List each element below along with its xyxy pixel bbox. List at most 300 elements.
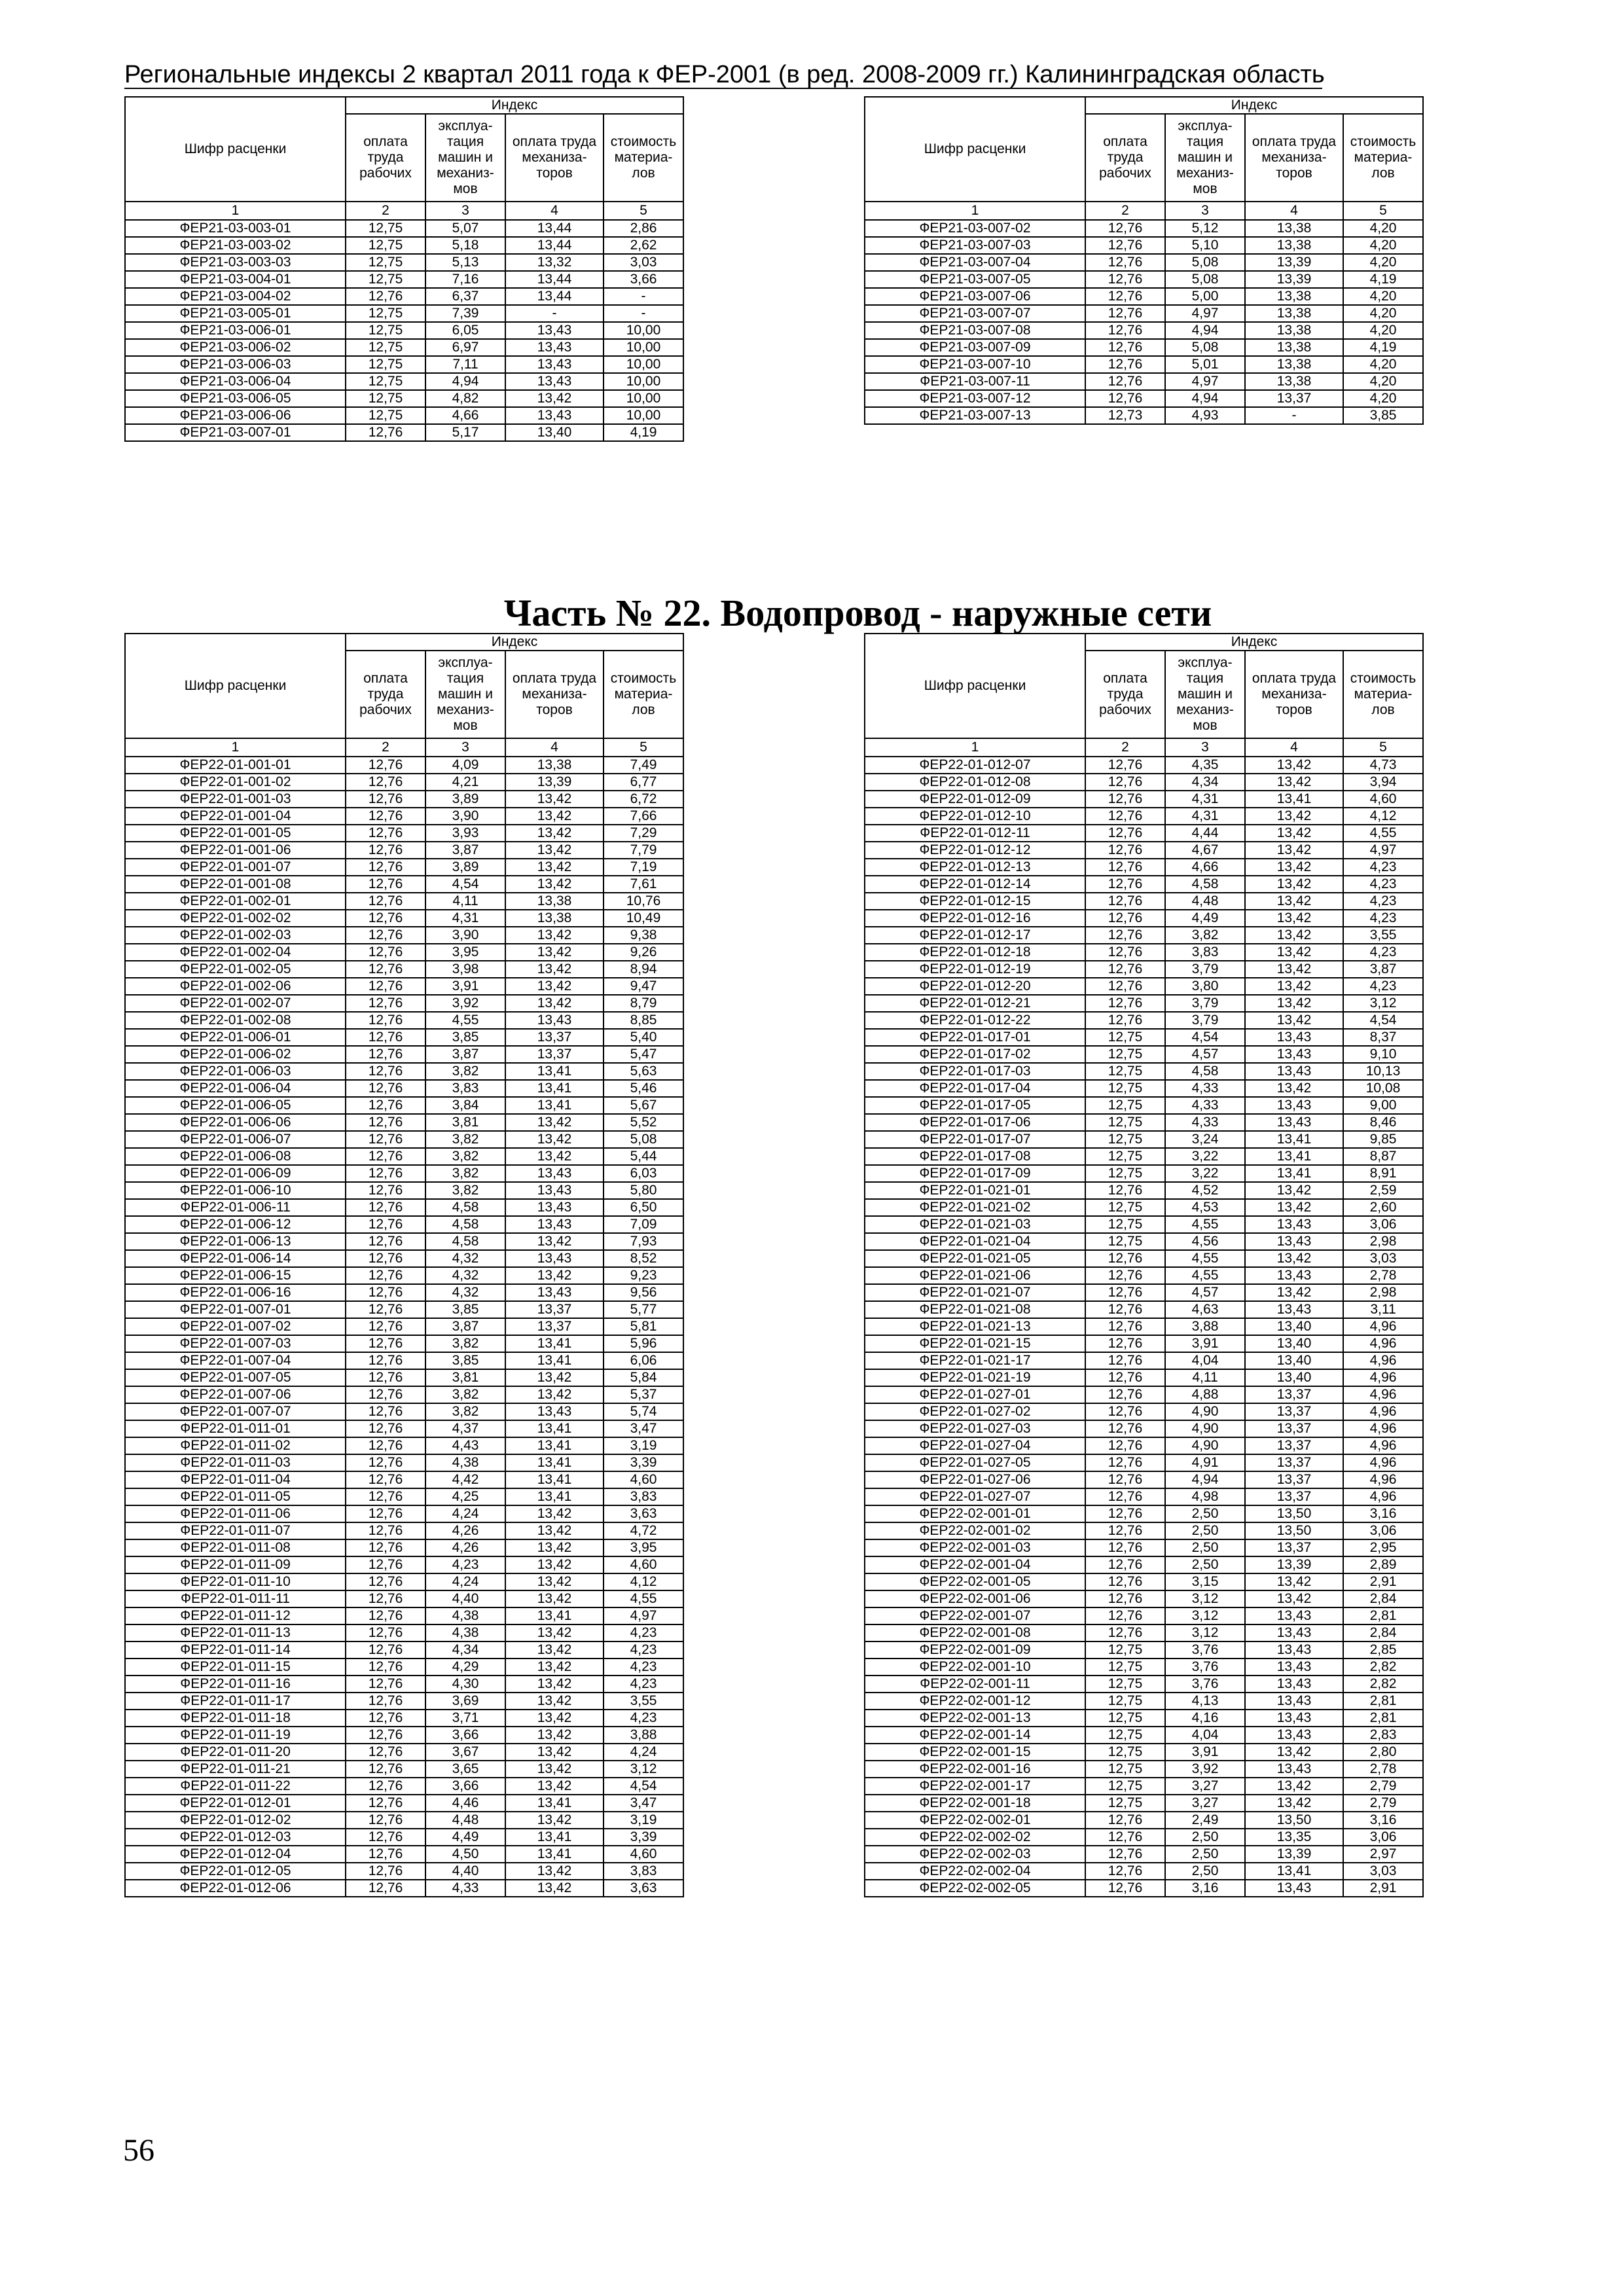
table-row: [125, 1335, 683, 1352]
rate-code-cell: ФЕР22-02-001-10: [865, 1659, 1085, 1676]
index-value-cell: 5,08: [1165, 254, 1245, 271]
table-row: [125, 288, 683, 305]
rate-code-cell: ФЕР22-01-007-02: [125, 1318, 346, 1335]
rate-code-cell: ФЕР22-01-007-06: [125, 1386, 346, 1403]
table-row: [125, 1590, 683, 1607]
table-row: [865, 1676, 1423, 1693]
index-value-cell: 3,66: [425, 1778, 505, 1795]
rate-code-cell: ФЕР22-01-011-07: [125, 1522, 346, 1539]
index-value-cell: 13,43: [1245, 1659, 1343, 1676]
index-value-cell: 4,33: [1165, 1097, 1245, 1114]
index-value-cell: 12,76: [346, 1573, 425, 1590]
index-value-cell: 12,75: [346, 339, 425, 356]
table-row: [865, 1199, 1423, 1216]
index-value-cell: 13,50: [1245, 1505, 1343, 1522]
index-value-cell: 13,42: [505, 1556, 604, 1573]
index-value-cell: 13,40: [1245, 1352, 1343, 1369]
index-value-cell: 13,42: [1245, 910, 1343, 927]
table-row: [865, 390, 1423, 407]
index-value-cell: 13,42: [505, 1641, 604, 1659]
column-header-code: Шифр расценки: [865, 97, 1085, 202]
index-value-cell: 3,88: [1165, 1318, 1245, 1335]
index-value-cell: 4,24: [604, 1744, 683, 1761]
rate-code-cell: ФЕР22-02-001-15: [865, 1744, 1085, 1761]
index-value-cell: 13,38: [1245, 339, 1343, 356]
index-value-cell: 3,66: [604, 271, 683, 288]
rate-code-cell: ФЕР22-01-006-12: [125, 1216, 346, 1233]
table-row: [125, 424, 683, 441]
index-value-cell: 4,32: [425, 1284, 505, 1301]
table-row: [125, 1471, 683, 1488]
index-value-cell: 13,38: [1245, 322, 1343, 339]
index-value-cell: 13,41: [505, 1829, 604, 1846]
rate-code-cell: ФЕР22-01-001-01: [125, 757, 346, 774]
index-value-cell: 12,75: [1085, 1710, 1165, 1727]
index-value-cell: 12,76: [346, 1012, 425, 1029]
column-number: 1: [865, 738, 1085, 757]
index-value-cell: 12,76: [346, 1080, 425, 1097]
index-value-cell: 12,76: [346, 1590, 425, 1607]
index-value-cell: 4,55: [1343, 825, 1423, 842]
table-row: [865, 1352, 1423, 1369]
index-value-cell: 13,41: [1245, 1131, 1343, 1148]
index-value-cell: 3,83: [604, 1863, 683, 1880]
rate-code-cell: ФЕР22-01-002-03: [125, 927, 346, 944]
index-value-cell: 12,76: [346, 825, 425, 842]
index-value-cell: 13,41: [505, 1097, 604, 1114]
rate-code-cell: ФЕР22-01-012-06: [125, 1880, 346, 1897]
index-value-cell: 12,76: [346, 757, 425, 774]
index-value-cell: 5,47: [604, 1046, 683, 1063]
table-row: [125, 1182, 683, 1199]
index-value-cell: 4,96: [1343, 1403, 1423, 1420]
index-value-cell: 3,65: [425, 1761, 505, 1778]
index-value-cell: -: [505, 305, 604, 322]
rate-code-cell: ФЕР22-01-011-01: [125, 1420, 346, 1437]
index-value-cell: 12,76: [1085, 305, 1165, 322]
index-value-cell: 4,60: [604, 1846, 683, 1863]
index-value-cell: 3,39: [604, 1829, 683, 1846]
index-value-cell: 3,82: [425, 1063, 505, 1080]
index-value-cell: 3,79: [1165, 1012, 1245, 1029]
index-value-cell: 3,83: [604, 1488, 683, 1505]
index-value-cell: 12,76: [346, 1029, 425, 1046]
index-value-cell: 13,43: [1245, 1029, 1343, 1046]
index-value-cell: 10,00: [604, 407, 683, 424]
index-value-cell: 12,75: [1085, 1131, 1165, 1148]
index-value-cell: 12,73: [1085, 407, 1165, 424]
index-value-cell: 13,42: [505, 1522, 604, 1539]
table-row: [865, 1573, 1423, 1590]
index-value-cell: 10,00: [604, 322, 683, 339]
rate-code-cell: ФЕР22-01-006-13: [125, 1233, 346, 1250]
rate-code-cell: ФЕР22-01-007-03: [125, 1335, 346, 1352]
index-value-cell: 13,41: [505, 1607, 604, 1624]
rate-code-cell: ФЕР22-02-001-16: [865, 1761, 1085, 1778]
index-value-cell: 2,98: [1343, 1284, 1423, 1301]
index-value-cell: 13,42: [1245, 1182, 1343, 1199]
column-number: 1: [125, 738, 346, 757]
rate-code-cell: ФЕР22-01-017-06: [865, 1114, 1085, 1131]
index-value-cell: 12,76: [346, 1812, 425, 1829]
index-value-cell: 13,41: [505, 1335, 604, 1352]
index-value-cell: 12,75: [346, 220, 425, 237]
table-row: [865, 407, 1423, 424]
rate-code-cell: ФЕР22-01-001-08: [125, 876, 346, 893]
rate-code-cell: ФЕР21-03-007-04: [865, 254, 1085, 271]
column-number: 2: [1085, 202, 1165, 220]
index-value-cell: 13,38: [1245, 220, 1343, 237]
rate-code-cell: ФЕР22-01-012-10: [865, 808, 1085, 825]
index-value-cell: 12,76: [346, 1471, 425, 1488]
column-header-code: Шифр расценки: [125, 97, 346, 202]
table-row: [865, 1761, 1423, 1778]
index-value-cell: 2,50: [1165, 1556, 1245, 1573]
index-value-cell: 13,42: [1245, 1250, 1343, 1267]
table-row: [865, 237, 1423, 254]
index-value-cell: 12,76: [346, 424, 425, 441]
column-header-index: Индекс: [1085, 634, 1423, 651]
index-value-cell: 9,38: [604, 927, 683, 944]
index-value-cell: 13,42: [505, 1693, 604, 1710]
index-value-cell: 12,76: [1085, 961, 1165, 978]
index-value-cell: 12,76: [346, 1488, 425, 1505]
rate-code-cell: ФЕР22-01-006-10: [125, 1182, 346, 1199]
index-value-cell: 4,33: [425, 1880, 505, 1897]
index-value-cell: 13,38: [1245, 356, 1343, 373]
index-value-cell: 13,42: [505, 1539, 604, 1556]
index-value-cell: 13,37: [1245, 1454, 1343, 1471]
rate-code-cell: ФЕР21-03-007-03: [865, 237, 1085, 254]
rate-code-cell: ФЕР22-01-027-02: [865, 1403, 1085, 1420]
index-value-cell: 12,76: [346, 1522, 425, 1539]
index-value-cell: 3,12: [1343, 995, 1423, 1012]
rate-code-cell: ФЕР21-03-007-13: [865, 407, 1085, 424]
rate-code-cell: ФЕР22-01-011-06: [125, 1505, 346, 1522]
table-row: [865, 757, 1423, 774]
table-row: [125, 1165, 683, 1182]
index-value-cell: 4,26: [425, 1539, 505, 1556]
rate-code-cell: ФЕР22-01-012-12: [865, 842, 1085, 859]
index-value-cell: 3,85: [425, 1352, 505, 1369]
index-value-cell: 13,44: [505, 288, 604, 305]
table-row: [125, 1046, 683, 1063]
index-value-cell: 5,63: [604, 1063, 683, 1080]
index-value-cell: 12,76: [346, 1284, 425, 1301]
index-value-cell: 12,75: [1085, 1641, 1165, 1659]
index-value-cell: 13,39: [1245, 1556, 1343, 1573]
index-value-cell: 4,24: [425, 1573, 505, 1590]
column-header-code: Шифр расценки: [125, 634, 346, 738]
index-value-cell: 3,82: [425, 1386, 505, 1403]
index-value-cell: 5,01: [1165, 356, 1245, 373]
index-value-cell: 12,76: [1085, 842, 1165, 859]
index-value-cell: 12,76: [346, 1829, 425, 1846]
index-value-cell: 12,76: [1085, 390, 1165, 407]
index-value-cell: 13,40: [1245, 1318, 1343, 1335]
index-value-cell: 12,76: [1085, 1539, 1165, 1556]
table-row: [865, 1624, 1423, 1641]
index-value-cell: 5,40: [604, 1029, 683, 1046]
column-header-operator-pay: оплата труда механиза-торов: [505, 114, 604, 202]
rate-code-cell: ФЕР22-01-011-17: [125, 1693, 346, 1710]
column-number: 2: [346, 738, 425, 757]
index-value-cell: 13,43: [1245, 1216, 1343, 1233]
index-value-cell: 12,75: [1085, 1063, 1165, 1080]
index-value-cell: 12,76: [346, 1352, 425, 1369]
index-value-cell: 3,91: [425, 978, 505, 995]
rate-code-cell: ФЕР22-01-011-11: [125, 1590, 346, 1607]
index-value-cell: 2,91: [1343, 1880, 1423, 1897]
index-value-cell: 4,30: [425, 1676, 505, 1693]
index-value-cell: 8,79: [604, 995, 683, 1012]
column-header-materials: стоимость материа-лов: [1343, 114, 1423, 202]
index-value-cell: 10,49: [604, 910, 683, 927]
index-value-cell: 13,39: [1245, 254, 1343, 271]
index-value-cell: 12,76: [346, 1199, 425, 1216]
table-row: [125, 774, 683, 791]
rate-code-cell: ФЕР22-01-012-16: [865, 910, 1085, 927]
index-value-cell: 9,47: [604, 978, 683, 995]
index-value-cell: 12,75: [346, 407, 425, 424]
index-value-cell: 9,23: [604, 1267, 683, 1284]
index-value-cell: 12,76: [1085, 356, 1165, 373]
rate-code-cell: ФЕР22-01-012-03: [125, 1829, 346, 1846]
rate-code-cell: ФЕР22-01-002-01: [125, 893, 346, 910]
rate-code-cell: ФЕР22-02-002-01: [865, 1812, 1085, 1829]
index-value-cell: 13,43: [1245, 1710, 1343, 1727]
index-value-cell: 13,40: [1245, 1369, 1343, 1386]
rate-code-cell: ФЕР22-02-001-13: [865, 1710, 1085, 1727]
index-value-cell: 12,75: [346, 254, 425, 271]
index-value-cell: 13,44: [505, 237, 604, 254]
table-row: [865, 1590, 1423, 1607]
table-row: [125, 1080, 683, 1097]
rate-code-cell: ФЕР21-03-006-04: [125, 373, 346, 390]
index-table: [124, 633, 684, 1897]
index-value-cell: 13,41: [505, 1420, 604, 1437]
index-value-cell: 3,82: [425, 1335, 505, 1352]
index-value-cell: 2,97: [1343, 1846, 1423, 1863]
index-value-cell: 3,81: [425, 1114, 505, 1131]
table-row: [865, 1420, 1423, 1437]
table-row: [865, 1863, 1423, 1880]
index-value-cell: 4,19: [1343, 339, 1423, 356]
table-row: [125, 407, 683, 424]
index-value-cell: 13,42: [1245, 757, 1343, 774]
index-value-cell: 13,43: [1245, 1063, 1343, 1080]
index-value-cell: 3,16: [1343, 1505, 1423, 1522]
index-value-cell: 4,21: [425, 774, 505, 791]
index-value-cell: 13,43: [505, 339, 604, 356]
index-value-cell: 3,03: [1343, 1863, 1423, 1880]
rate-code-cell: ФЕР22-01-012-11: [865, 825, 1085, 842]
index-value-cell: 13,38: [505, 893, 604, 910]
index-value-cell: 4,23: [1343, 978, 1423, 995]
index-value-cell: 13,43: [505, 356, 604, 373]
rate-code-cell: ФЕР22-01-007-04: [125, 1352, 346, 1369]
index-value-cell: 13,42: [505, 1505, 604, 1522]
index-value-cell: 12,76: [346, 1165, 425, 1182]
table-row: [865, 1693, 1423, 1710]
index-value-cell: 12,76: [1085, 1556, 1165, 1573]
index-value-cell: 13,37: [1245, 1471, 1343, 1488]
index-value-cell: 12,76: [346, 944, 425, 961]
index-value-cell: 13,43: [505, 1012, 604, 1029]
table-row: [865, 1744, 1423, 1761]
rate-code-cell: ФЕР22-01-006-08: [125, 1148, 346, 1165]
index-value-cell: 4,20: [1343, 390, 1423, 407]
rate-code-cell: ФЕР22-01-012-14: [865, 876, 1085, 893]
index-value-cell: 12,76: [1085, 927, 1165, 944]
index-value-cell: 12,75: [1085, 1199, 1165, 1216]
index-value-cell: 3,16: [1165, 1880, 1245, 1897]
column-header-machine-operation: эксплуа-тация машин и механиз-мов: [425, 651, 505, 738]
table-row: [125, 1284, 683, 1301]
table-row: [865, 961, 1423, 978]
index-value-cell: 3,85: [425, 1301, 505, 1318]
rate-code-cell: ФЕР22-01-012-19: [865, 961, 1085, 978]
index-value-cell: 13,42: [1245, 808, 1343, 825]
rate-code-cell: ФЕР22-01-001-05: [125, 825, 346, 842]
table-row: [865, 1727, 1423, 1744]
rate-code-cell: ФЕР22-01-012-18: [865, 944, 1085, 961]
index-value-cell: 4,23: [604, 1676, 683, 1693]
index-value-cell: 13,42: [505, 995, 604, 1012]
index-value-cell: 5,07: [425, 220, 505, 237]
index-value-cell: 2,79: [1343, 1795, 1423, 1812]
index-value-cell: 3,06: [1343, 1829, 1423, 1846]
rate-code-cell: ФЕР22-01-017-07: [865, 1131, 1085, 1148]
index-value-cell: 3,55: [604, 1693, 683, 1710]
column-header-labor-pay: оплата труда рабочих: [346, 651, 425, 738]
index-value-cell: 4,63: [1165, 1301, 1245, 1318]
table-row: [865, 1829, 1423, 1846]
index-value-cell: 8,94: [604, 961, 683, 978]
index-value-cell: 3,12: [1165, 1624, 1245, 1641]
index-value-cell: 12,76: [346, 774, 425, 791]
index-value-cell: 13,41: [505, 1488, 604, 1505]
index-value-cell: 13,41: [1245, 1148, 1343, 1165]
index-value-cell: 4,20: [1343, 305, 1423, 322]
index-value-cell: 12,75: [1085, 1046, 1165, 1063]
index-value-cell: 6,03: [604, 1165, 683, 1182]
column-header-operator-pay: оплата труда механиза-торов: [1245, 114, 1343, 202]
index-value-cell: 3,98: [425, 961, 505, 978]
index-value-cell: 4,55: [1165, 1250, 1245, 1267]
index-value-cell: 12,76: [1085, 1301, 1165, 1318]
index-value-cell: 4,38: [425, 1454, 505, 1471]
table-row: [125, 876, 683, 893]
index-value-cell: 12,76: [346, 1182, 425, 1199]
index-value-cell: 3,83: [425, 1080, 505, 1097]
index-value-cell: 13,42: [1245, 1284, 1343, 1301]
index-value-cell: 12,76: [346, 1369, 425, 1386]
index-value-cell: 12,76: [346, 1607, 425, 1624]
table-row: [865, 1250, 1423, 1267]
table-block-22a: [124, 633, 684, 1897]
column-number: 5: [1343, 202, 1423, 220]
index-value-cell: 3,06: [1343, 1216, 1423, 1233]
index-value-cell: 7,79: [604, 842, 683, 859]
index-value-cell: 13,40: [1245, 1335, 1343, 1352]
index-value-cell: 13,42: [505, 1761, 604, 1778]
table-row: [865, 927, 1423, 944]
table-row: [125, 1710, 683, 1727]
table-row: [865, 1233, 1423, 1250]
column-header-index: Индекс: [346, 97, 683, 114]
index-value-cell: 10,00: [604, 356, 683, 373]
index-value-cell: 4,34: [1165, 774, 1245, 791]
index-value-cell: 12,75: [1085, 1080, 1165, 1097]
table-row: [125, 271, 683, 288]
index-value-cell: 2,50: [1165, 1863, 1245, 1880]
rate-code-cell: ФЕР22-01-017-01: [865, 1029, 1085, 1046]
index-value-cell: 2,50: [1165, 1846, 1245, 1863]
index-value-cell: 4,48: [425, 1812, 505, 1829]
table-row: [125, 1063, 683, 1080]
index-value-cell: 12,76: [1085, 825, 1165, 842]
index-value-cell: 4,53: [1165, 1199, 1245, 1216]
rate-code-cell: ФЕР22-01-012-17: [865, 927, 1085, 944]
index-value-cell: 12,76: [346, 288, 425, 305]
table-row: [865, 825, 1423, 842]
index-value-cell: 4,20: [1343, 254, 1423, 271]
index-value-cell: 12,76: [1085, 1505, 1165, 1522]
rate-code-cell: ФЕР22-01-021-01: [865, 1182, 1085, 1199]
index-value-cell: 13,37: [1245, 1403, 1343, 1420]
rate-code-cell: ФЕР21-03-007-07: [865, 305, 1085, 322]
rate-code-cell: ФЕР22-01-006-03: [125, 1063, 346, 1080]
index-value-cell: 13,38: [505, 757, 604, 774]
index-value-cell: 4,60: [1343, 791, 1423, 808]
rate-code-cell: ФЕР22-01-006-01: [125, 1029, 346, 1046]
index-value-cell: 5,84: [604, 1369, 683, 1386]
index-value-cell: 13,42: [1245, 774, 1343, 791]
index-value-cell: 10,00: [604, 390, 683, 407]
table-row: [865, 1710, 1423, 1727]
index-value-cell: 12,76: [346, 1880, 425, 1897]
index-value-cell: 13,37: [505, 1318, 604, 1335]
index-value-cell: 2,50: [1165, 1505, 1245, 1522]
index-value-cell: 12,76: [1085, 1454, 1165, 1471]
table-row: [125, 1233, 683, 1250]
table-row: [125, 1114, 683, 1131]
index-value-cell: 13,41: [505, 1063, 604, 1080]
column-number: 2: [1085, 738, 1165, 757]
index-value-cell: 4,55: [604, 1590, 683, 1607]
index-value-cell: 4,12: [604, 1573, 683, 1590]
index-value-cell: 3,81: [425, 1369, 505, 1386]
index-value-cell: 3,76: [1165, 1659, 1245, 1676]
index-value-cell: 4,37: [425, 1420, 505, 1437]
rate-code-cell: ФЕР21-03-003-02: [125, 237, 346, 254]
index-value-cell: 3,47: [604, 1420, 683, 1437]
index-value-cell: 13,42: [505, 390, 604, 407]
index-value-cell: 4,94: [425, 373, 505, 390]
index-value-cell: 5,52: [604, 1114, 683, 1131]
rate-code-cell: ФЕР22-01-017-03: [865, 1063, 1085, 1080]
index-value-cell: 3,03: [1343, 1250, 1423, 1267]
index-value-cell: 12,76: [1085, 859, 1165, 876]
index-value-cell: 4,42: [425, 1471, 505, 1488]
index-value-cell: 12,76: [346, 1710, 425, 1727]
index-value-cell: 3,12: [1165, 1607, 1245, 1624]
index-value-cell: 3,47: [604, 1795, 683, 1812]
index-value-cell: 13,43: [1245, 1097, 1343, 1114]
rate-code-cell: ФЕР22-01-017-04: [865, 1080, 1085, 1097]
rate-code-cell: ФЕР21-03-007-02: [865, 220, 1085, 237]
